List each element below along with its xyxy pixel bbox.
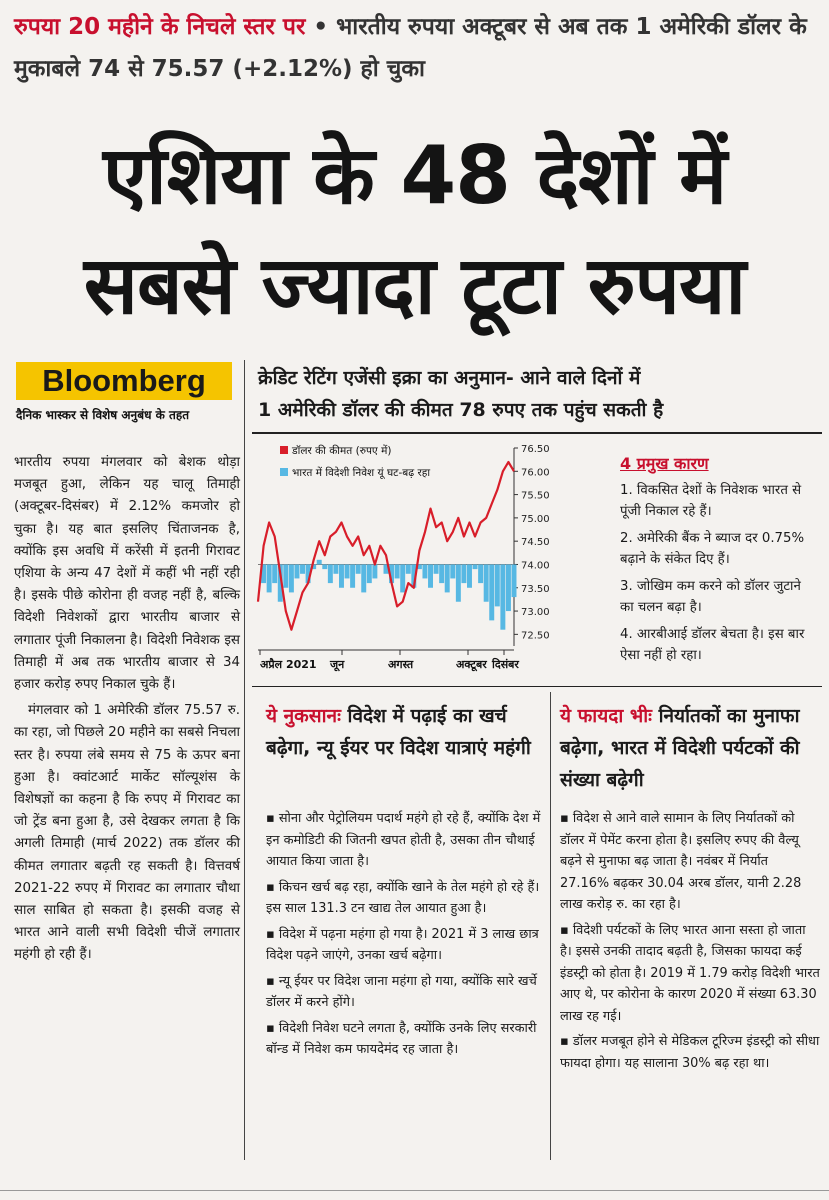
box-divider [550, 692, 551, 1160]
gain-bullet-3: ▪ डॉलर मजबूत होने से मेडिकल टूरिज्म इंडस्ट्री को सीधा फायदा होगा। यह सालाना 30% बढ़ रहा था। [560, 1034, 820, 1071]
chart-fdi-bar [367, 564, 372, 583]
chart-legend-swatch [280, 446, 288, 454]
bloomberg-subline: दैनिक भास्कर से विशेष अनुबंध के तहत [16, 408, 190, 422]
chart-y-tick-label: 74.50 [521, 537, 550, 549]
icra-line-1: क्रेडिट रेटिंग एजेंसी इक्रा का अनुमान- आने वाले दिनों में [258, 367, 641, 389]
chart-y-tick-label: 76.00 [521, 467, 550, 479]
gain-bullet-2: ▪ विदेशी पर्यटकों के लिए भारत आना सस्ता हो जाता है। इससे उनकी तादाद बढ़ती है, जिसका फायदा कई इंडस्ट्री को होता है। 2019 में 1.79 करोड़ विदेशी भारत आए थे, पर कोरोना के कारण 2020 में संख्या 63.30 लाख रह गई। [560, 922, 820, 1024]
bloomberg-logo: Bloomberg [16, 362, 232, 400]
chart-fdi-bar [450, 564, 455, 578]
loss-heading [266, 700, 542, 764]
chart-fdi-bar [445, 564, 450, 592]
chart-fdi-bar [489, 564, 494, 620]
top-strip-label: रुपया 20 महीने के निचले स्तर पर [14, 14, 306, 40]
chart-fdi-bar [283, 564, 288, 587]
chart-fdi-bar [300, 564, 305, 573]
gain-heading [560, 700, 820, 796]
chart-fdi-bar [322, 564, 327, 569]
chart-fdi-bar [350, 564, 355, 587]
gain-bullet-1: ▪ विदेश से आने वाले सामान के लिए निर्यातकों को डॉलर में पेमेंट करना होता है। इसलिए रुपए की वैल्यू बढ़ने से मुनाफा बढ़ जाता है। नवंबर में निर्यात 27.16% बढ़कर 30.04 अरब डॉलर, यानी 2.28 लाख करोड़ रु. का रहा है। [560, 811, 802, 912]
left-para-1: भारतीय रुपया मंगलवार को बेशक थोड़ा मजबूत हुआ, लेकिन यह चालू तिमाही (अक्टूबर-दिसंबर) में 2.12% कमजोर हो चुका है। यह बात इसलिए चिंताजनक है, क्योंकि इस अवधि में करेंसी में इतनी गिरावट एशिया के अन्य 47 देशों में कहीं भी नहीं रही है। इसके पीछे कोरोना ही वजह नहीं है, बल्कि विदेशी निवेशकों द्वारा भारतीय बाजार से लगातार पूंजी निकालना है। विदेशी निवेशक इस तिमाही में अब तक भारतीय बाजार से 34 हजार करोड़ रुपए निकाल चुके हैं। [14, 455, 240, 693]
chart-dollar-line [258, 462, 514, 630]
reason-3: 3. जोखिम कम करने को डॉलर जुटाने का चलन बढ़ा है। [620, 579, 801, 615]
chart-fdi-bar [434, 564, 439, 573]
chart-x-tick-label: जून [330, 658, 345, 671]
chart-fdi-bar [512, 564, 517, 597]
top-strip [14, 6, 820, 90]
reason-2: 2. अमेरिकी बैंक ने ब्याज दर 0.75% बढ़ाने के संकेत दिए हैं। [620, 531, 805, 567]
chart-fdi-bar [339, 564, 344, 587]
chart-fdi-bar [406, 564, 411, 573]
loss-bullets [266, 808, 542, 1065]
reason-4: 4. आरबीआई डॉलर बेचता है। इस बार ऐसा नहीं हो रहा। [620, 627, 805, 663]
chart-fdi-bar [289, 564, 294, 592]
chart-fdi-bar [456, 564, 461, 601]
chart-fdi-bar [294, 564, 299, 578]
chart-fdi-bar [473, 564, 478, 569]
chart-fdi-bar [467, 564, 472, 587]
headline-line-1: एशिया के 48 देशों में [102, 129, 727, 222]
chart-fdi-bar [345, 564, 350, 578]
gain-label: ये फायदा भीः [560, 705, 652, 727]
chart-fdi-bar [506, 564, 511, 611]
chart-fdi-bar [422, 564, 427, 578]
chart-fdi-bar [317, 560, 322, 565]
icra-line-2: 1 अमेरिकी डॉलर की कीमत 78 रुपए तक पहुंच सकती है [258, 399, 664, 421]
chart-y-tick-label: 76.50 [521, 444, 550, 455]
chart-fdi-bar [500, 564, 505, 629]
chart-legend-label: डॉलर की कीमत (रुपए में) [292, 445, 392, 457]
headline-line-2: सबसे ज्यादा टूटा रुपया [83, 239, 746, 332]
left-para-2: मंगलवार को 1 अमेरिकी डॉलर 75.57 रु. का रहा, जो पिछले 20 महीने का सबसे निचला स्तर है। रुपया लंबे समय से 75 के ऊपर बना हुआ है। क्वांटआर्ट मार्केट सॉल्यूशंस के विशेषज्ञों का कहना है कि रुपए में गिरावट का जो ट्रेंड बना हुआ है, उसे देखकर लगता है कि अगली तिमाही (मार्च 2022) तक डॉलर की कीमत लगातार बढ़ती रह सकती है। वित्तवर्ष 2021-22 रुपए में गिरावट का लगातार चौथा साल साबित हो सकता है। इसकी वजह से भारत आने वाली सभी विदेशी चीजें लगातार महंगी हो रही हैं। [14, 703, 240, 963]
loss-bullet-3: ▪ विदेश में पढ़ना महंगा हो गया है। 2021 में 3 लाख छात्र विदेश पढ़ने जाएंगे, उनका खर्च बढ़ेगा। [266, 926, 539, 963]
top-strip-text: • भारतीय रुपया अक्टूबर से अब तक 1 अमेरिकी डॉलर के मुकाबले 74 से 75.57 (+2.12%) हो चुका [14, 14, 807, 82]
chart-y-tick-label: 75.00 [521, 513, 550, 525]
chart-fdi-bar [461, 564, 466, 583]
chart-y-tick-label: 75.50 [521, 490, 550, 502]
chart-fdi-bar [395, 564, 400, 578]
reason-1: 1. विकसित देशों के निवेशक भारत से पूंजी निकाल रहे हैं। [620, 483, 802, 519]
chart-x-tick-label: दिसंबर [492, 658, 519, 671]
icra-rule [252, 432, 822, 434]
chart-fdi-bar [428, 564, 433, 587]
loss-bullet-5: ▪ विदेशी निवेश घटने लगता है, क्योंकि उनके लिए सरकारी बॉन्ड में निवेश कम फायदेमंद रह जाता है। [266, 1020, 537, 1057]
loss-bullet-1: ▪ सोना और पेट्रोलियम पदार्थ महंगे हो रहे हैं, क्योंकि देश में इन कमोडिटी की जितनी खपत होती है, उसका तीन चौथाई आयात किया जाता है। [266, 811, 541, 869]
reasons-title: 4 प्रमुख कारण [620, 454, 709, 473]
chart-dollar-line-path [258, 462, 514, 630]
chart-fdi-bar [361, 564, 366, 592]
column-divider [244, 360, 245, 1160]
loss-bullet-2: ▪ किचन खर्च बढ़ रहा, क्योंकि खाने के तेल महंगे हो रहे हैं। इस साल 131.3 टन खाद्य तेल आयात हुआ है। [266, 879, 540, 916]
chart-fdi-bar [439, 564, 444, 583]
chart-legend-label: भारत में विदेशी निवेश यूं घट-बढ़ रहा [292, 467, 431, 479]
chart-x-tick-label: अप्रैल 2021 [260, 658, 317, 671]
chart-x-tick-label: अगस्त [388, 658, 414, 671]
chart-fdi-bar [495, 564, 500, 606]
left-column-article [14, 452, 240, 971]
chart-fdi-bar [328, 564, 333, 583]
chart-fdi-bar [478, 564, 483, 583]
chart-legend [280, 444, 430, 479]
icra-forecast [258, 362, 818, 426]
bottom-rule [0, 1190, 829, 1191]
chart-fdi-bar [372, 564, 377, 578]
loss-title: विदेश में पढ़ाई का खर्च बढ़ेगा, न्यू ईयर पर विदेश यात्राएं महंगी [266, 705, 531, 759]
chart-fdi-bar [356, 564, 361, 573]
chart-y-tick-label: 73.00 [521, 607, 550, 619]
chart-y-tick-label: 72.50 [521, 630, 550, 642]
chart-x-tick-label: अक्टूबर [456, 658, 487, 671]
gain-bullets [560, 808, 820, 1078]
chart-fdi-bar [484, 564, 489, 601]
chart-fdi-bar [333, 564, 338, 573]
loss-label: ये नुकसानः [266, 705, 341, 727]
chart-y-tick-label: 74.00 [521, 560, 550, 572]
chart-fdi-bar [272, 564, 277, 583]
chart-fdi-bar [400, 564, 405, 592]
gain-title: निर्यातकों का मुनाफा बढ़ेगा, भारत में विदेशी पर्यटकों की संख्या बढ़ेगी [560, 705, 800, 791]
chart-y-tick-label: 73.50 [521, 583, 550, 595]
rupee-chart [252, 438, 569, 678]
reasons-box [620, 452, 818, 672]
chart-fdi-bar [267, 564, 272, 592]
loss-bullet-4: ▪ न्यू ईयर पर विदेश जाना महंगा हो गया, क्योंकि सारे खर्चे डॉलर में करने होंगे। [266, 973, 537, 1010]
chart-legend-swatch [280, 468, 288, 476]
section-rule [252, 686, 822, 687]
